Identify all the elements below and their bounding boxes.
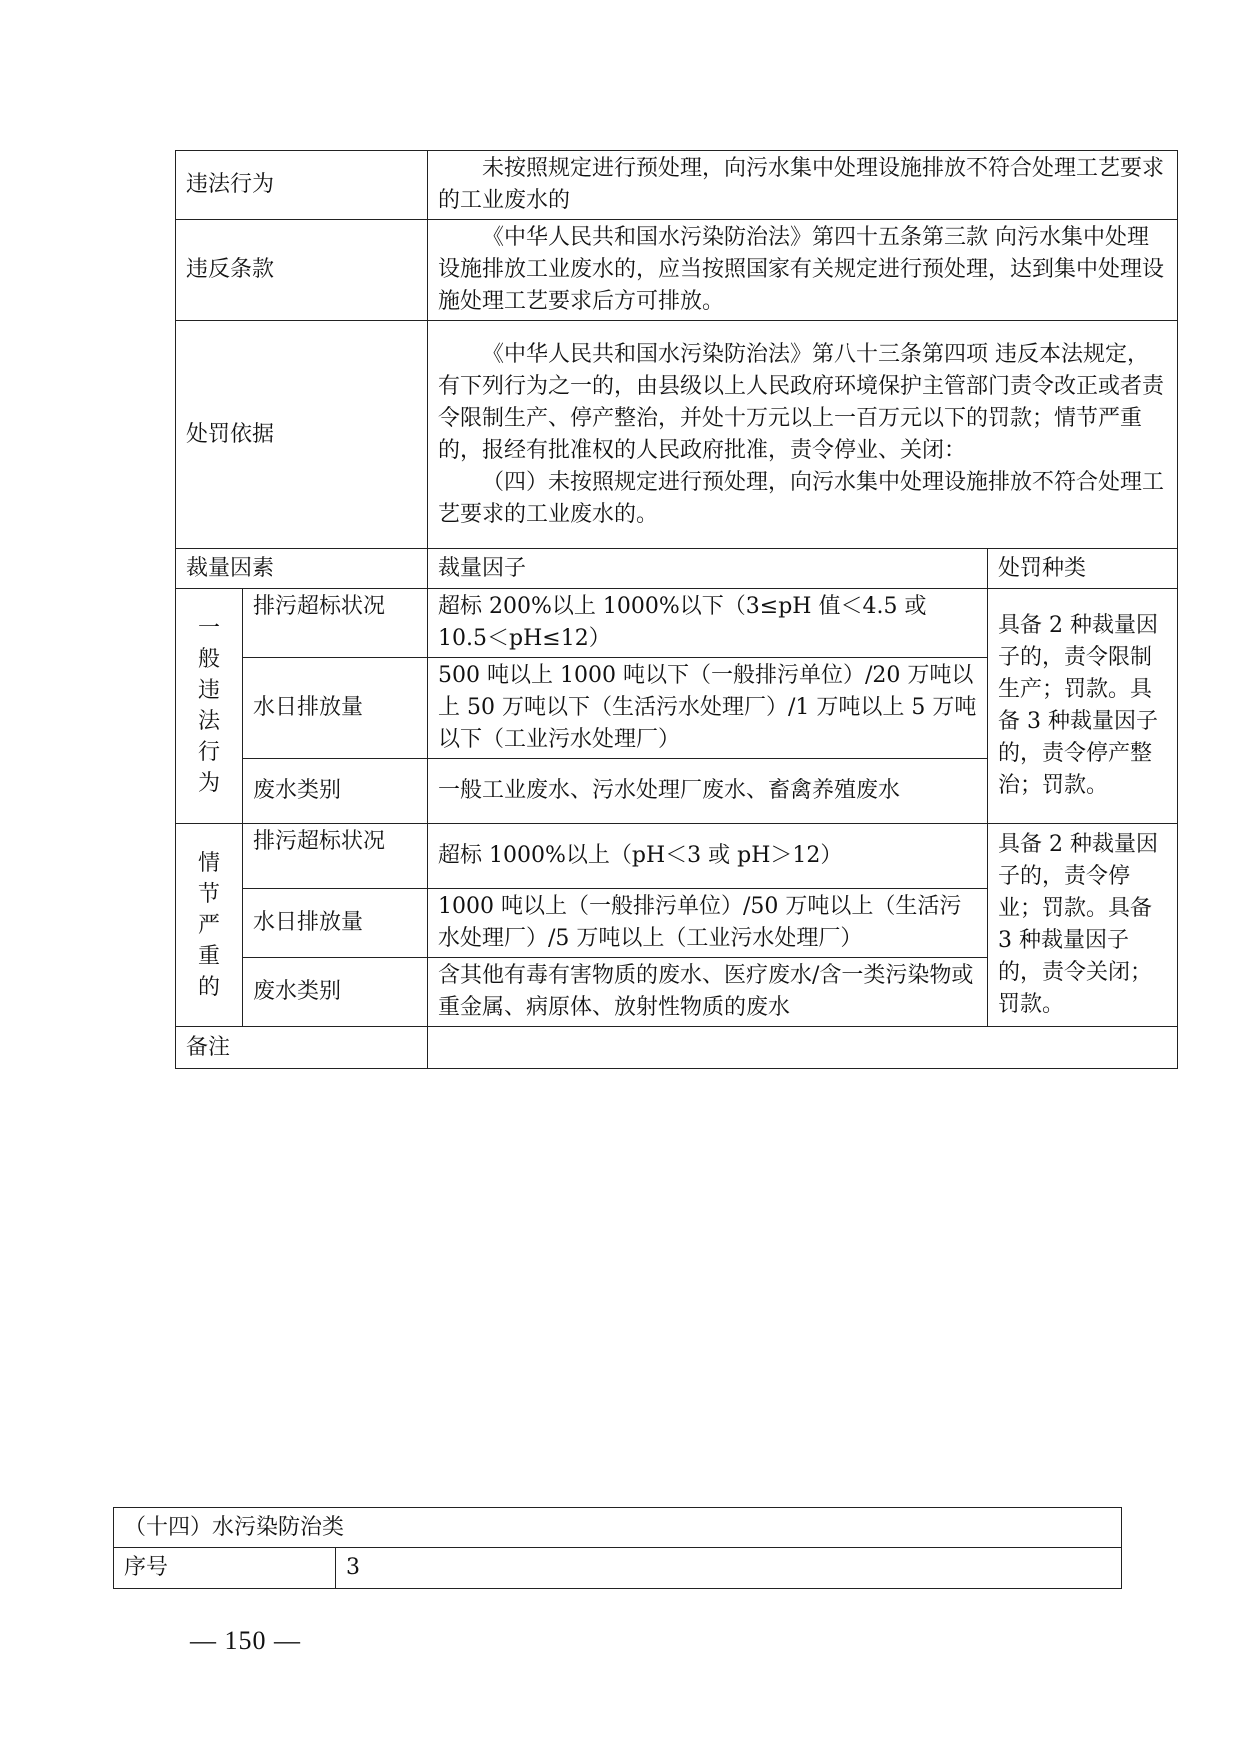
general-factor-1: 排污超标状况 [243,589,428,658]
general-char: 一 [197,616,220,641]
serious-row-1 [176,824,1178,889]
violation-row [176,151,1178,220]
page-number: — 150 — [190,1626,301,1655]
general-factor-2: 水日排放量 [243,658,428,759]
category-table [113,1507,1122,1589]
basis-text [428,321,1178,549]
sequence-row [114,1548,1122,1589]
serious-char: 情 [197,850,220,876]
general-factor-3: 废水类别 [243,759,428,824]
general-char: 违 [197,678,220,703]
basis-paragraph-2: （四）未按照规定进行预处理，向污水集中处理设施排放不符合处理工艺要求的工业废水的。 [438,469,1165,527]
general-detail-1: 超标 200%以上 1000%以下（3≤pH 值＜4.5 或 10.5＜pH≤12） [428,589,988,658]
header-factor: 裁量因子 [428,549,988,589]
general-char: 般 [197,647,220,672]
clause-text: 《中华人民共和国水污染防治法》第四十五条第三款 向污水集中处理设施排放工业废水的，应当按照国家有关规定进行预处理，达到集中处理设施处理工艺要求后方可排放。 [428,220,1178,321]
serious-factor-3: 废水类别 [243,958,428,1027]
sequence-value: 3 [336,1548,1122,1589]
serious-detail-2: 1000 吨以上（一般排污单位）/50 万吨以上（生活污水处理厂）/5 万吨以上（工业污水处理厂） [428,889,988,958]
header-factor-group: 裁量因素 [176,549,428,589]
general-char: 法 [197,709,220,734]
basis-paragraph-1: 《中华人民共和国水污染防治法》第八十三条第四项 违反本法规定，有下列行为之一的，由县级以上人民政府环境保护主管部门责令改正或者责令限制生产、停产整治，并处十万元以上一百万元以下的罚款；情节严重的，报经有批准权的人民政府批准，责令停业、关闭： [438,341,1165,463]
serious-char: 严 [197,912,220,938]
penalty-table [175,150,1178,1069]
header-row [176,549,1178,589]
serious-char: 节 [197,881,220,907]
serious-detail-1: 超标 1000%以上（pH＜3 或 pH＞12） [428,824,988,889]
general-detail-2: 500 吨以上 1000 吨以下（一般排污单位）/20 万吨以上 50 万吨以下（生活污水处理厂）/1 万吨以上 5 万吨以下（工业污水处理厂） [428,658,988,759]
general-penalty: 具备 2 种裁量因子的，责令限制生产；罚款。具备 3 种裁量因子的，责令停产整治；罚款。 [988,589,1178,824]
general-group-label [176,589,243,824]
category-title-row [114,1508,1122,1548]
violation-label: 违法行为 [176,151,428,220]
general-char: 行 [197,740,220,765]
remarks-row [176,1027,1178,1069]
serious-group-label [176,824,243,1027]
basis-label: 处罚依据 [176,321,428,549]
general-row-1 [176,589,1178,658]
header-penalty-type: 处罚种类 [988,549,1178,589]
category-title: （十四）水污染防治类 [114,1508,1122,1548]
serious-factor-1: 排污超标状况 [243,824,428,889]
serious-char: 的 [197,974,220,1000]
sequence-label: 序号 [114,1548,336,1589]
clause-row [176,220,1178,321]
remarks-label: 备注 [176,1027,428,1069]
serious-factor-2: 水日排放量 [243,889,428,958]
violation-text: 未按照规定进行预处理，向污水集中处理设施排放不符合处理工艺要求的工业废水的 [428,151,1178,220]
serious-char: 重 [197,943,220,969]
serious-detail-3: 含其他有毒有害物质的废水、医疗废水/含一类污染物或重金属、病原体、放射性物质的废水 [428,958,988,1027]
general-char: 为 [197,771,220,796]
clause-label: 违反条款 [176,220,428,321]
basis-row [176,321,1178,549]
remarks-value [428,1027,1178,1069]
serious-penalty: 具备 2 种裁量因子的，责令停业；罚款。具备 3 种裁量因子的，责令关闭；罚款。 [988,824,1178,1027]
general-detail-3: 一般工业废水、污水处理厂废水、畜禽养殖废水 [428,759,988,824]
